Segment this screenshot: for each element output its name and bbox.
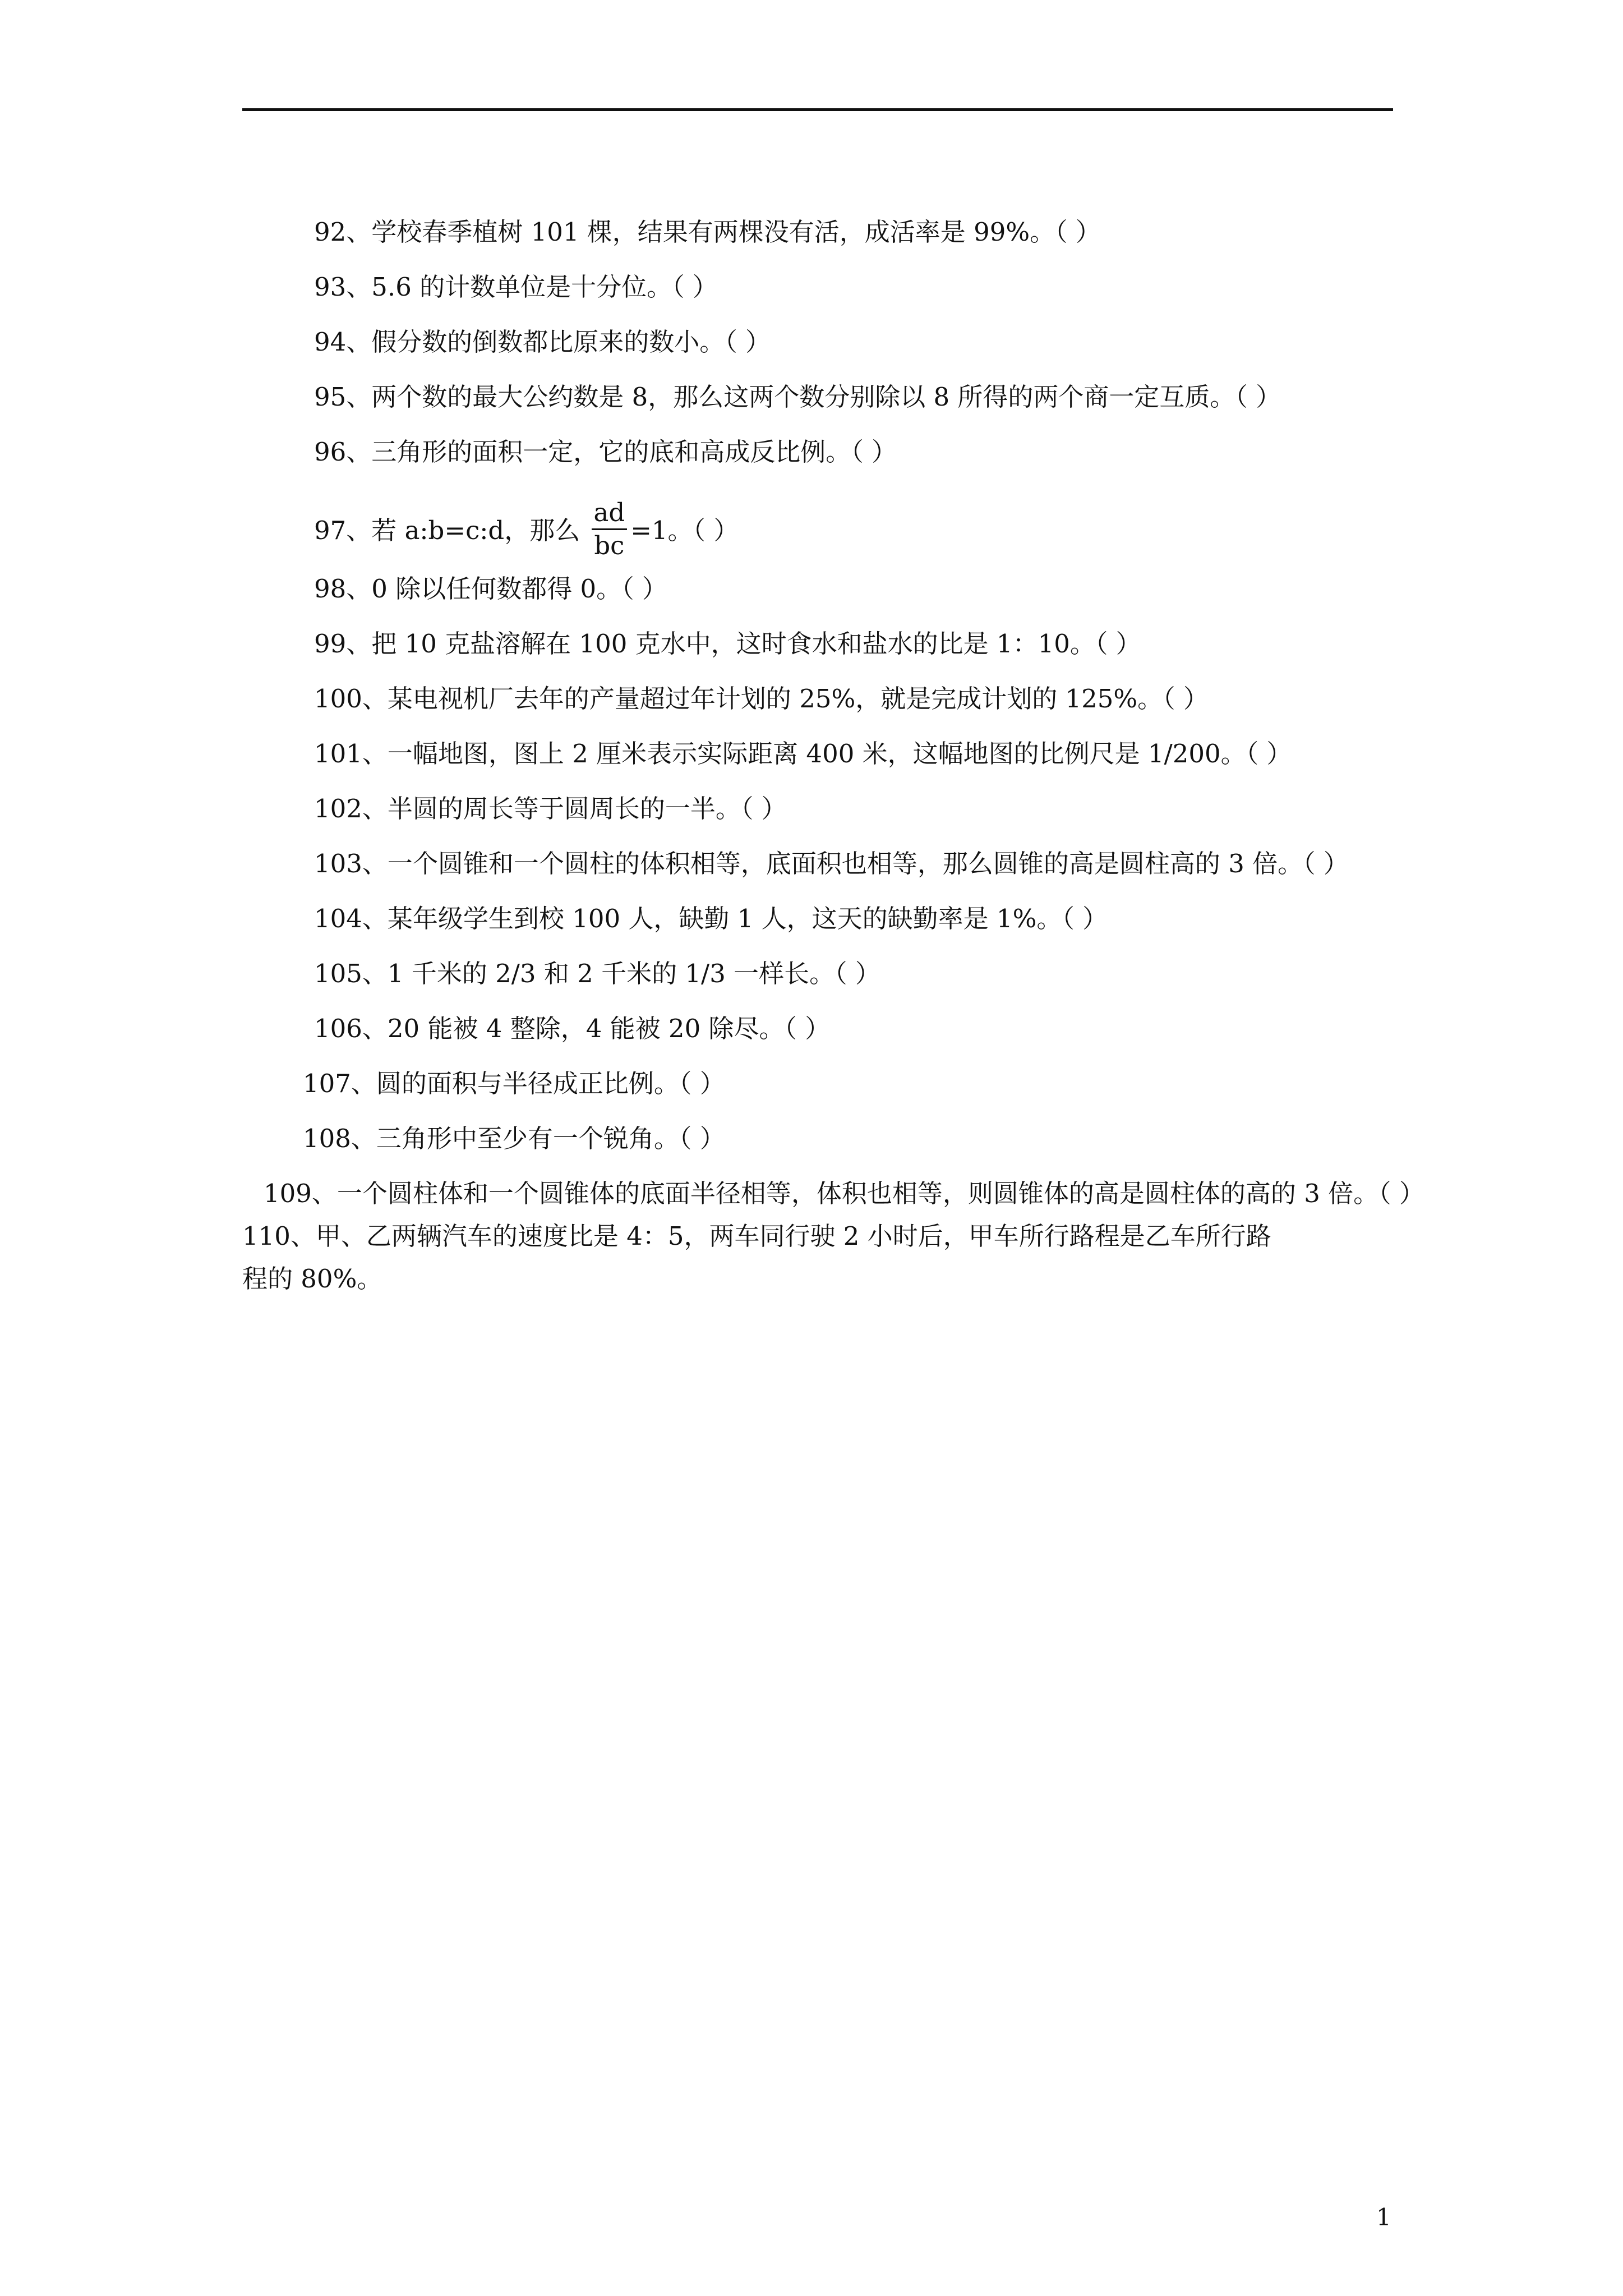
question-97-suffix: =1。（ ） [630,516,739,545]
fraction-ad-over-bc [592,497,628,562]
header-rule [242,108,1393,111]
question-92: 92、学校春季植树 101 棵，结果有两棵没有活，成活率是 99%。（ ） [314,217,1101,247]
question-109: 109、一个圆柱体和一个圆锥体的底面半径相等，体积也相等，则圆锥体的高是圆柱体的高的 3 倍。（ ） [264,1179,1424,1208]
page-number: 1 [1376,2203,1391,2231]
question-100: 100、某电视机厂去年的产量超过年计划的 25%，就是完成计划的 125%。（ ） [314,684,1209,714]
fraction-numerator: ad [592,497,628,530]
fraction-denominator: bc [594,531,625,560]
question-103: 103、一个圆锥和一个圆柱的体积相等，底面积也相等，那么圆锥的高是圆柱高的 3 倍。（ ） [314,849,1349,878]
question-95: 95、两个数的最大公约数是 8，那么这两个数分别除以 8 所得的两个商一定互质。（ ） [314,382,1281,412]
question-94: 94、假分数的倒数都比原来的数小。（ ） [314,327,771,357]
question-97-prefix: 97、若 a:b=c:d，那么 [314,516,588,545]
question-106: 106、20 能被 4 整除，4 能被 20 除尽。（ ） [314,1014,831,1043]
question-105: 105、1 千米的 2/3 和 2 千米的 1/3 一样长。（ ） [314,959,880,988]
question-98: 98、0 除以任何数都得 0。（ ） [314,574,667,604]
question-108: 108、三角形中至少有一个锐角。（ ） [303,1124,725,1153]
question-104: 104、某年级学生到校 100 人，缺勤 1 人，这天的缺勤率是 1%。（ ） [314,904,1108,933]
question-96: 96、三角形的面积一定，它的底和高成反比例。（ ） [314,437,897,467]
question-97 [314,500,739,565]
question-110-line-1: 110、甲、乙两辆汽车的速度比是 4：5，两车同行驶 2 小时后，甲车所行路程是乙车所行路 [242,1221,1271,1251]
question-101: 101、一幅地图，图上 2 厘米表示实际距离 400 米，这幅地图的比例尺是 1/200。（ ） [314,739,1292,769]
question-93: 93、5.6 的计数单位是十分位。（ ） [314,272,718,302]
question-110-line-2: 程的 80%。 [242,1264,382,1294]
question-107: 107、圆的面积与半径成正比例。（ ） [303,1069,725,1098]
question-99: 99、把 10 克盐溶解在 100 克水中，这时食水和盐水的比是 1：10。（ ） [314,629,1141,659]
question-102: 102、半圆的周长等于圆周长的一半。（ ） [314,794,787,823]
